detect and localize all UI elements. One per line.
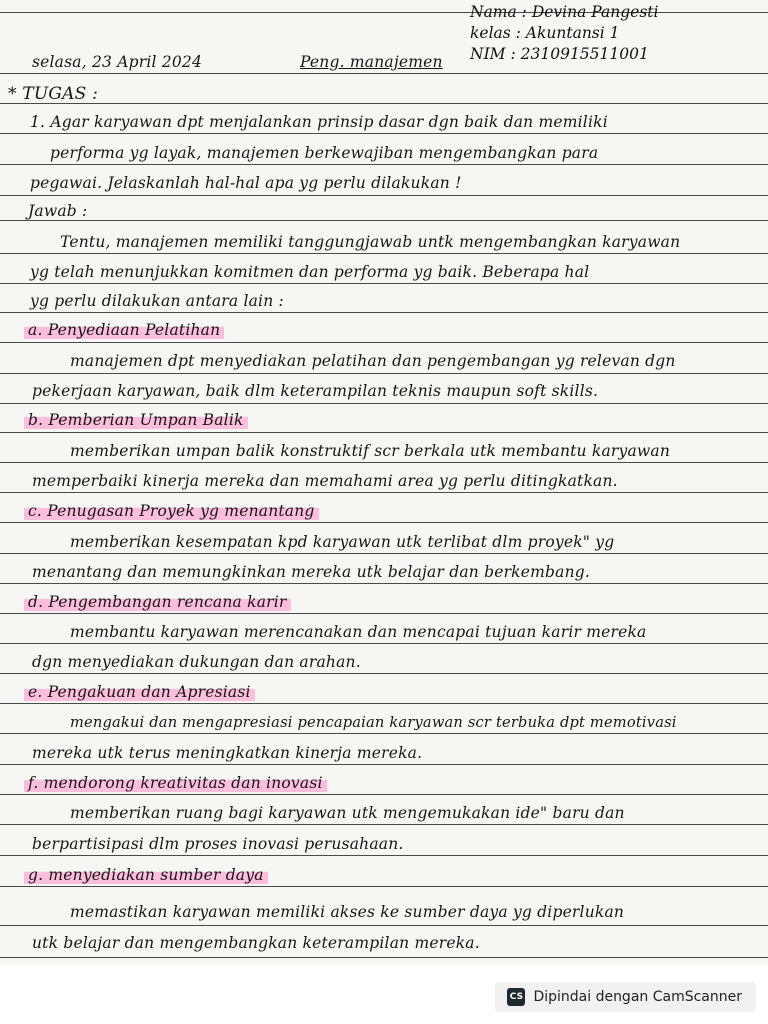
- scanner-footer: [0, 965, 768, 1024]
- ruled-line: [0, 492, 768, 493]
- ruled-line: [0, 253, 768, 254]
- point-heading-text: b. Pemberian Umpan Balik: [24, 411, 248, 429]
- point-line: memberikan kesempatan kpd karyawan utk terlibat dlm proyek" yg: [70, 533, 615, 551]
- course-title: Peng. manajemen: [300, 53, 443, 71]
- ruled-line: [0, 373, 768, 374]
- jawab-label: Jawab :: [28, 202, 88, 220]
- ruled-line: [0, 195, 768, 196]
- student-info: [470, 2, 658, 65]
- ruled-line: [0, 522, 768, 523]
- ruled-line: [0, 886, 768, 887]
- ruled-line: [0, 925, 768, 926]
- ruled-line: [0, 643, 768, 644]
- ruled-line: [0, 733, 768, 734]
- point-line: utk belajar dan mengembangkan keterampilan mereka.: [32, 934, 480, 952]
- ruled-line: [0, 764, 768, 765]
- point-heading: [24, 501, 319, 521]
- ruled-line: [0, 432, 768, 433]
- point-heading: [24, 410, 248, 430]
- camscanner-logo-icon: CS: [507, 988, 525, 1006]
- intro-line: yg perlu dilakukan antara lain :: [30, 292, 284, 310]
- camscanner-label: Dipindai dengan CamScanner: [533, 989, 742, 1005]
- ruled-line: [0, 103, 768, 104]
- point-line: membantu karyawan merencanakan dan mencapai tujuan karir mereka: [70, 623, 647, 641]
- ruled-line: [0, 794, 768, 795]
- question-line: pegawai. Jelaskanlah hal-hal apa yg perlu dilakukan !: [30, 174, 462, 192]
- student-name: Nama : Devina Pangesti: [470, 3, 659, 21]
- ruled-line: [0, 462, 768, 463]
- ruled-line: [0, 133, 768, 134]
- intro-line: yg telah menunjukkan komitmen dan performa yg baik. Beberapa hal: [30, 263, 590, 281]
- ruled-line: [0, 583, 768, 584]
- point-heading-text: c. Penugasan Proyek yg menantang: [24, 502, 319, 520]
- ruled-line: [0, 824, 768, 825]
- ruled-line: [0, 553, 768, 554]
- question-line: performa yg layak, manajemen berkewajiban mengembangkan para: [50, 144, 599, 162]
- point-line: menantang dan memungkinkan mereka utk belajar dan berkembang.: [32, 563, 591, 581]
- point-line: dgn menyediakan dukungan dan arahan.: [32, 653, 361, 671]
- tugas-label: * TUGAS :: [8, 84, 99, 104]
- point-line: memperbaiki kinerja mereka dan memahami area yg perlu ditingkatkan.: [32, 472, 618, 490]
- date: selasa, 23 April 2024: [32, 53, 203, 71]
- point-line: memastikan karyawan memiliki akses ke sumber daya yg diperlukan: [70, 903, 625, 921]
- point-line: berpartisipasi dlm proses inovasi perusahaan.: [32, 835, 404, 853]
- ruled-line: [0, 403, 768, 404]
- question-line: 1. Agar karyawan dpt menjalankan prinsip dasar dgn baik dan memiliki: [30, 113, 608, 131]
- point-heading: [24, 592, 291, 612]
- point-line: manajemen dpt menyediakan pelatihan dan pengembangan yg relevan dgn: [70, 352, 676, 370]
- point-line: memberikan ruang bagi karyawan utk mengemukakan ide" baru dan: [70, 804, 625, 822]
- ruled-line: [0, 703, 768, 704]
- point-heading-text: f. mendorong kreativitas dan inovasi: [24, 774, 327, 792]
- student-nim: NIM : 2310915511001: [470, 45, 649, 63]
- ruled-line: [0, 673, 768, 674]
- point-heading-text: g. menyediakan sumber daya: [24, 866, 268, 884]
- ruled-line: [0, 342, 768, 343]
- point-line: pekerjaan karyawan, baik dlm keterampilan teknis maupun soft skills.: [32, 382, 599, 400]
- ruled-line: [0, 283, 768, 284]
- ruled-line: [0, 957, 768, 958]
- point-heading-text: a. Penyediaan Pelatihan: [24, 321, 224, 339]
- point-line: mengakui dan mengapresiasi pencapaian karyawan scr terbuka dpt memotivasi: [70, 714, 677, 731]
- ruled-line: [0, 164, 768, 165]
- point-heading-text: e. Pengakuan dan Apresiasi: [24, 683, 255, 701]
- ruled-line: [0, 312, 768, 313]
- point-line: memberikan umpan balik konstruktif scr berkala utk membantu karyawan: [70, 442, 670, 460]
- ruled-line: [0, 613, 768, 614]
- point-heading: [24, 682, 255, 702]
- point-heading: [24, 320, 224, 340]
- ruled-line: [0, 73, 768, 74]
- ruled-line: [0, 220, 768, 221]
- camscanner-badge: [495, 982, 756, 1012]
- point-heading: [24, 773, 327, 793]
- point-heading: [24, 865, 268, 885]
- point-line: mereka utk terus meningkatkan kinerja mereka.: [32, 744, 423, 762]
- intro-line: Tentu, manajemen memiliki tanggungjawab untk mengembangkan karyawan: [60, 233, 681, 251]
- ruled-line: [0, 855, 768, 856]
- point-heading-text: d. Pengembangan rencana karir: [24, 593, 291, 611]
- student-class: kelas : Akuntansi 1: [470, 24, 620, 42]
